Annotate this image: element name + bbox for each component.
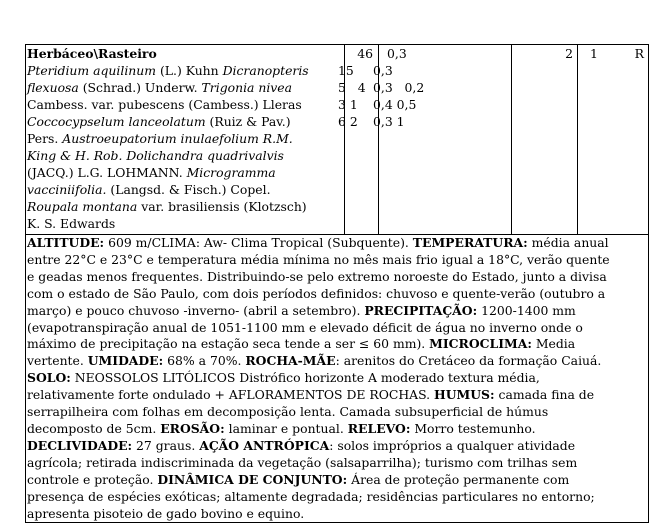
species-text: Pers. — [27, 131, 63, 146]
species-cell — [26, 45, 345, 234]
species-line — [27, 96, 344, 113]
description-line — [27, 489, 648, 506]
description-label: HUMUS: — [434, 387, 495, 403]
description-line — [27, 421, 648, 438]
species-text: King & H. Rob. Dolichandra quadrivalvis — [27, 148, 284, 163]
description-text: camada fina de — [494, 387, 595, 403]
species-text: Austroeupatorium inulaefolium R.M. — [62, 131, 293, 146]
frequency-values — [373, 62, 424, 130]
description-label: SOLO: — [27, 370, 71, 386]
species-text: Trigonia nivea — [201, 80, 293, 95]
species-line — [27, 147, 344, 164]
description-text: máximo de precipitação na estação seca tende a ser ≤ 60 mm). — [27, 336, 430, 352]
description-text: vertente. — [27, 353, 88, 369]
description-label: ALTITUDE: — [27, 235, 105, 250]
description-text: apresenta pisoteio de gado bovino e equino. — [27, 505, 305, 521]
species-text: Pteridium aquilinum — [27, 63, 156, 78]
description-text: NEOSSOLOS LITÓLICOS Distrófico horizonte A moderado textura média, — [70, 370, 540, 386]
description-text: decomposto de 5cm. — [27, 420, 161, 436]
header-value-4: 2 — [565, 46, 573, 61]
species-text: K. S. Edwards — [27, 216, 116, 231]
description-line — [27, 286, 648, 303]
description-line — [27, 303, 648, 320]
species-text: vacciniifolia. — [27, 182, 107, 197]
site-description — [26, 235, 648, 522]
description-text: e geadas menos frequentes. Distribuindo-se pelo extremo noroeste do Estado, junto a divisa — [27, 268, 607, 284]
description-text: Morro testemunho. — [410, 420, 536, 436]
description-line — [27, 404, 648, 421]
description-text: março) e pouco chuvoso -inverno- (abril a setembro). — [27, 302, 365, 318]
description-text: média anual — [527, 235, 609, 250]
description-text: serrapilheira com folhas em decomposição lenta. Camada subsuperficial de húmus — [27, 404, 549, 420]
description-label: EROSÃO: — [160, 420, 225, 436]
species-line — [27, 113, 344, 130]
vegetation-table — [25, 44, 649, 523]
header-value-6: R — [634, 46, 644, 61]
description-label: PRECIPITAÇÃO: — [364, 302, 478, 318]
description-line — [27, 370, 648, 387]
description-text: agrícola; retirada indiscriminada da vegetação (salsaparrilha); turismo com trilhas sem — [27, 454, 578, 470]
species-text: (L.) Kuhn — [156, 63, 223, 78]
description-line — [27, 353, 648, 370]
description-line — [27, 336, 648, 353]
species-line — [27, 130, 344, 147]
description-label: UMIDADE: — [87, 353, 164, 369]
description-label: AÇÃO ANTRÓPICA — [199, 437, 330, 453]
species-text: flexuosa — [27, 80, 79, 95]
description-label: RELEVO: — [347, 420, 411, 436]
numeric-value: 15 — [338, 63, 354, 78]
description-text: 609 m/CLIMA: Aw- Clima Tropical (Subquente). — [104, 235, 413, 250]
species-line — [27, 79, 344, 96]
description-line — [27, 269, 648, 286]
numeric-value: 0,3 1 — [373, 114, 405, 129]
description-text: laminar e pontual. — [224, 420, 348, 436]
stratum-row — [26, 45, 648, 235]
species-text: (JACQ.) L.G. LOHMANN. — [27, 165, 187, 180]
species-text: (Schrad.) Underw. — [78, 80, 202, 95]
species-text: Cambess. var. pubescens (Cambess.) Lleras — [27, 97, 302, 112]
numeric-value: 0,4 0,5 — [373, 97, 417, 112]
description-line — [27, 235, 648, 252]
numeric-value: 5 4 — [338, 80, 366, 95]
description-label: TEMPERATURA: — [412, 235, 528, 250]
density-values — [338, 62, 366, 130]
header-value-2: 46 — [357, 46, 373, 61]
description-text: 1200-1400 mm — [477, 302, 576, 318]
species-line — [27, 62, 344, 79]
species-text: Coccocypselum lanceolatum — [27, 114, 206, 129]
species-text: Roupala montana — [27, 199, 138, 214]
numeric-value: 6 2 — [338, 114, 358, 129]
species-text: (Ruiz & Pav.) — [205, 114, 291, 129]
species-text: (Langsd. & Fisch.) Copel. — [106, 182, 271, 197]
description-text: relativamente forte ondulado + AFLORAMENTOS DE ROCHAS. — [27, 387, 435, 403]
species-list — [27, 62, 344, 232]
description-text: : arenitos do Cretáceo da formação Caiuá. — [335, 353, 602, 369]
numeric-value: 3 1 — [338, 97, 358, 112]
species-line — [27, 215, 344, 232]
description-text: 68% a 70%. — [163, 353, 246, 369]
description-text: com o estado de São Paulo, com dois períodos definidos: chuvoso e quente-verão (outubro a — [27, 285, 606, 301]
description-text: entre 22°C e 23°C e temperatura média mínima no mês mais frio igual a 18°C, verão quente — [27, 251, 610, 267]
description-line — [27, 387, 648, 404]
species-line — [27, 181, 344, 198]
species-text: Dicranopteris — [222, 63, 309, 78]
description-line — [27, 252, 648, 269]
stratum-title: Herbáceo\Rasteiro — [27, 46, 157, 61]
numeric-value: 0,3 — [373, 63, 393, 78]
col4-cell — [512, 45, 578, 234]
description-label: DINÂMICA DE CONJUNTO: — [157, 471, 348, 487]
description-text: : solos impróprios a qualquer atividade — [329, 437, 576, 453]
numeric-value: 0,3 0,2 — [373, 80, 425, 95]
description-text: 27 graus. — [132, 437, 200, 453]
description-line — [27, 472, 648, 489]
description-text: (evapotranspiração anual de 1051-1100 mm e elevado déficit de água no inverno onde o — [27, 319, 583, 335]
description-line — [27, 506, 648, 523]
description-line — [27, 320, 648, 337]
description-line — [27, 438, 648, 455]
species-line — [27, 164, 344, 181]
description-text: Media — [531, 336, 576, 352]
frequency-cell — [373, 45, 512, 234]
description-text: presença de espécies exóticas; altamente degradada; residências particulares no entorno; — [27, 488, 595, 504]
description-line — [27, 455, 648, 472]
header-value-5: 1 — [590, 46, 598, 61]
header-value-3: 0,3 — [387, 46, 407, 61]
description-text: Área de proteção permanente com — [347, 471, 570, 487]
description-label: ROCHA-MÃE — [245, 353, 336, 369]
description-label: MICROCLIMA: — [429, 336, 532, 352]
species-text: var. brasiliensis (Klotzsch) — [137, 199, 307, 214]
species-text: Microgramma — [186, 165, 276, 180]
col5-cell — [578, 45, 648, 234]
description-label: DECLIVIDADE: — [27, 437, 133, 453]
species-line — [27, 198, 344, 215]
description-text: controle e proteção. — [27, 471, 158, 487]
